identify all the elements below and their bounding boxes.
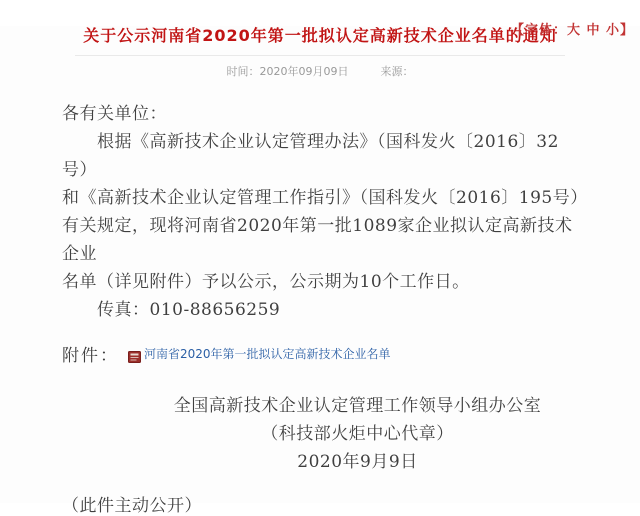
signature-org: 全国高新技术企业认定管理工作领导小组办公室 bbox=[173, 396, 542, 416]
disclosure-note: （此件主动公开） bbox=[62, 496, 202, 516]
body-line: 根据《高新技术企业认定管理办法》（国科发火〔2016〕32号） bbox=[62, 132, 559, 180]
attachment-row bbox=[62, 341, 640, 366]
meta-time-label: 时间： bbox=[226, 65, 260, 78]
file-icon bbox=[128, 348, 141, 360]
notice-body bbox=[62, 100, 588, 324]
signature-date: 2020年9月9日 bbox=[297, 452, 418, 472]
body-line: 和《高新技术企业认定管理工作指引》（国科发火〔2016〕195号） bbox=[62, 188, 588, 208]
meta-time-value: 2020年09月09日 bbox=[259, 65, 349, 78]
page-title: 关于公示河南省2020年第一批拟认定高新技术企业名单的通知 bbox=[83, 26, 557, 45]
body-line: 名单（详见附件）予以公示，公示期为10个工作日。 bbox=[62, 272, 470, 292]
clipped-font-size-control[interactable]: 【字体：大 中 小】 bbox=[510, 23, 634, 38]
body-line-fax: 传真：010-88656259 bbox=[62, 300, 281, 320]
body-line: 有关规定，现将河南省2020年第一批1089家企业拟认定高新技术企业 bbox=[62, 216, 573, 264]
meta-source-label: 来源： bbox=[380, 65, 414, 78]
body-line: 各有关单位： bbox=[62, 104, 167, 124]
meta-row bbox=[0, 63, 640, 79]
attachment-label: 附件： bbox=[62, 346, 119, 366]
title-divider bbox=[75, 55, 565, 56]
signature-seal-note: （科技部火炬中心代章） bbox=[261, 424, 454, 444]
notice-page bbox=[0, 23, 640, 516]
signature-block bbox=[62, 392, 578, 476]
attachment-link[interactable]: 河南省2020年第一批拟认定高新技术企业名单 bbox=[144, 347, 391, 361]
